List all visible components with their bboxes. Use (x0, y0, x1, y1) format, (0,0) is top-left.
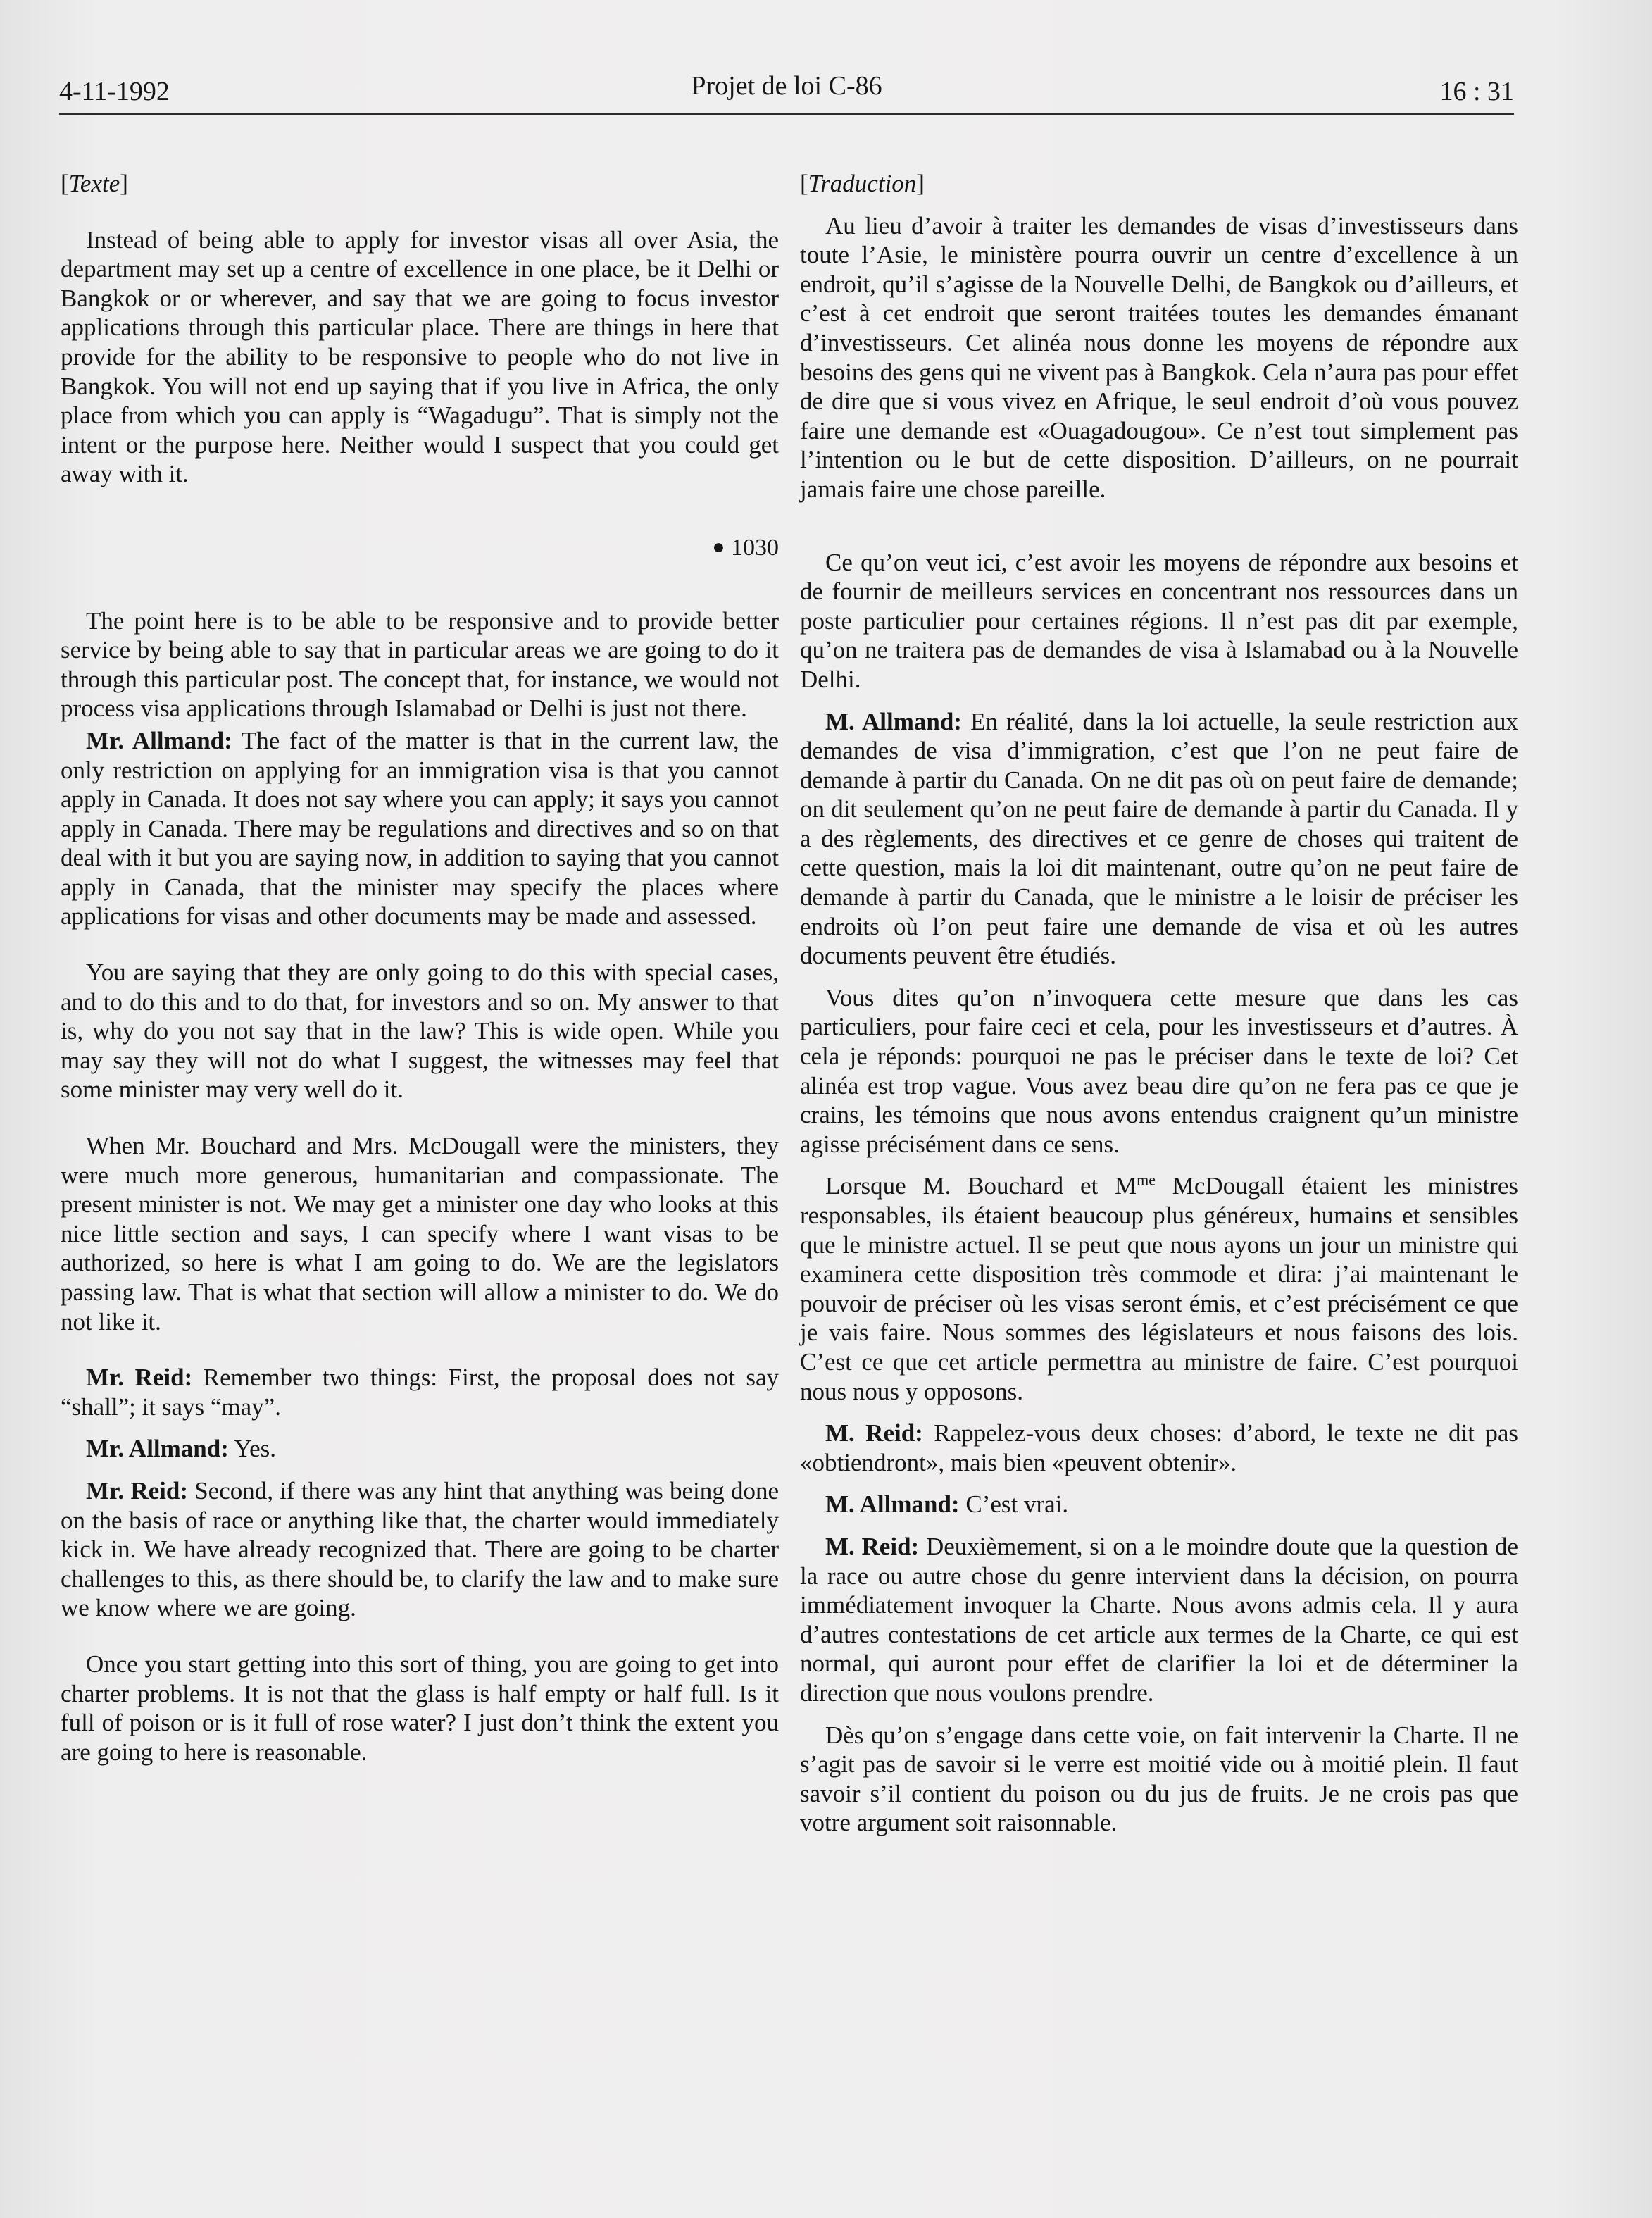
translation-tag: [Traduction] (800, 170, 925, 197)
speaker-name: M. Allmand: (825, 1490, 960, 1519)
paragraph: Ce qu’on veut ici, c’est avoir les moyens de répondre aux besoins et de fournir de meilleurs services en concentrant nos ressources dans un poste particulier pour certaines régions. Il n’est pas dit par exemple, qu’on ne traitera pas de demandes de visa à Islamabad ou à la Nouvelle Delhi. (800, 548, 1518, 693)
paragraph: Dès qu’on s’engage dans cette voie, on fait intervenir la Charte. Il ne s’agit pas de savoir si le verre est moitié vide ou à moitié plein. Il faut savoir s’il contient du poison ou du jus de fruits. Je ne crois pas que votre argument soit raisonnable. (800, 1721, 1518, 1837)
speaker-name: M. Reid: (825, 1532, 920, 1560)
paragraph: Mr. Reid: Remember two things: First, the proposal does not say “shall”; it says “may”. (61, 1364, 779, 1421)
running-head (59, 70, 1514, 114)
speaker-name: Mr. Reid: (86, 1476, 188, 1504)
paragraph: When Mr. Bouchard and Mrs. McDougall were the ministers, they were much more generous, humanitarian and compassionate. The present minister is not. We may get a minister one day who looks at this nice little section and says, I can specify where I want visas to be authorized, so here is what I am going to do. We are the legislators passing law. That is what that section will allow a minister to do. We do not like it. (61, 1132, 779, 1335)
speaker-name: Mr. Allmand: (86, 726, 232, 754)
speaker-name: M. Allmand: (825, 707, 962, 735)
speaker-name: Mr. Allmand: (86, 1435, 229, 1463)
bullet-icon: ● (712, 535, 725, 559)
english-column (61, 169, 779, 1767)
text-tag: [Texte] (61, 170, 128, 197)
header-rule (59, 113, 1514, 115)
header-date: 4-11-1992 (59, 77, 170, 106)
header-title: Projet de loi C-86 (691, 71, 882, 101)
paragraph: Once you start getting into this sort of thing, you are going to get into charter problems. It is not that the glass is half empty or half full. Is it full of poison or is it full of rose water? I just don’t think the extent you are going to here is reasonable. (61, 1650, 779, 1766)
time-marker: ● 1030 (712, 534, 779, 561)
paragraph: Mr. Reid: Second, if there was any hint that anything was being done on the basis of race or anything like that, the charter would immediately kick in. We have already recognized that. There are going to be charter challenges to this, as there should be, to clarify the law and to make sure we know where we are going. (61, 1476, 780, 1622)
paragraph: M. Allmand: En réalité, dans la loi actuelle, la seule restriction aux demandes de visa d’immigration, c’est que l’on ne peut faire de demande à partir du Canada. On ne dit pas où on peut faire de demande; on dit seulement qu’on ne peut faire de demande à partir du Canada. Il y a des règlements, des directives et ce genre de choses qui traitent de cette question, mais la loi dit maintenant, outre qu’on ne peut faire de demande à partir du Canada, que le ministre a le loisir de préciser les endroits où l’on peut faire une demande de visa et où les autres documents peuvent être étudiés. (800, 707, 1518, 970)
paragraph: You are saying that they are only going to do this with special cases, and to do this and to do that, for investors and so on. My answer to that is, why do you not say that in the law? This is wide open. While you may say they will not do what I suggest, the witnesses may feel that some minister may very well do it. (61, 959, 779, 1104)
french-column (800, 169, 1518, 1838)
paragraph: M. Reid: Deuxièmement, si on a le moindre doute que la question de la race ou autre chose du genre intervient dans la décision, on pourra immédiatement invoquer la Charte. Nous avons admis cela. Il y aura d’autres contestations de cet article aux termes de la Charte, ce qui est normal, qui auront pour effet de clarifier la loi et de déterminer la direction que nous voulons prendre. (800, 1532, 1518, 1707)
speaker-name: M. Reid: (825, 1419, 923, 1447)
paragraph: Lorsque M. Bouchard et $M^{me}$ McDougall étaient les ministres responsables, ils étaient beaucoup plus généreux, humains et sensibles que le ministre actuel. Il se peut que nous ayons un jour un ministre qui examinera cette disposition très commode et dira: j’ai maintenant le pouvoir de préciser où les visas seront émis, et c’est précisément ce que je vais faire. Nous sommes des législateurs et nous faisons des lois. C’est ce que cet article permettra au ministre de faire. C’est pourquoi nous nous y opposons. (800, 1171, 1518, 1405)
paragraph: The point here is to be able to be responsive and to provide better service by being able to say that in particular areas we are going to do it through this particular post. The concept that, for instance, we would not process visa applications through Islamabad or Delhi is just not there. (61, 606, 779, 723)
speaker-name: Mr. Reid: (86, 1364, 193, 1392)
paragraph: M. Allmand: C’est vrai. (825, 1490, 1069, 1519)
paragraph: Mr. Allmand: Yes. (86, 1435, 277, 1463)
header-page-number: 16 : 31 (1439, 77, 1514, 106)
paragraph: Au lieu d’avoir à traiter les demandes de visas d’investisseurs dans toute l’Asie, le ministère pourra ouvrir un centre d’excellence à un endroit, qu’il s’agisse de la Nouvelle Delhi, de Bangkok ou d’ailleurs, et c’est à cet endroit que seront traitées toutes les demandes émanant d’investisseurs. Cet alinéa nous donne les moyens de répondre aux besoins des gens qui ne vivent pas à Bangkok. Cela n’aura pas pour effet de dire que si vous vivez en Afrique, le seul endroit d’où vous pouvez faire une demande est «Ouagadougou». Ce n’est tout simplement pas l’intention ou le but de cette disposition. D’ailleurs, on ne pourrait jamais faire une chose pareille. (800, 211, 1518, 503)
paragraph: M. Reid: Rappelez-vous deux choses: d’abord, le texte ne dit pas «obtiendront», mais bien «peuvent obtenir». (800, 1419, 1518, 1476)
paragraph: Mr. Allmand: The fact of the matter is that in the current law, the only restriction on applying for an immigration visa is that you cannot apply in Canada. It does not say where you can apply; it says you cannot apply in Canada. There may be regulations and directives and so on that deal with it but you are saying now, in addition to saying that you cannot apply in Canada, that the minister may specify the places where applications for visas and other documents may be made and assessed. (61, 726, 780, 930)
paragraph: Instead of being able to apply for investor visas all over Asia, the department may set up a centre of excellence in one place, be it Delhi or Bangkok or or wherever, and say that we are going to focus investor applications through this particular place. There are things in here that provide for the ability to be responsive to people who do not live in Bangkok. You will not end up saying that if you live in Africa, the only place from which you can apply is “Wagadugu”. That is simply not the intent or the purpose here. Neither would I suspect that you could get away with it. (61, 225, 779, 488)
paragraph: Vous dites qu’on n’invoquera cette mesure que dans les cas particuliers, pour faire ceci et cela, pour les investisseurs et d’autres. À cela je réponds: pourquoi ne pas le préciser dans le texte de loi? Cet alinéa est trop vague. Vous avez beau dire qu’on ne fera pas ce que je crains, les témoins que nous avons entendus craignent qu’un ministre agisse précisément dans ce sens. (800, 983, 1518, 1158)
